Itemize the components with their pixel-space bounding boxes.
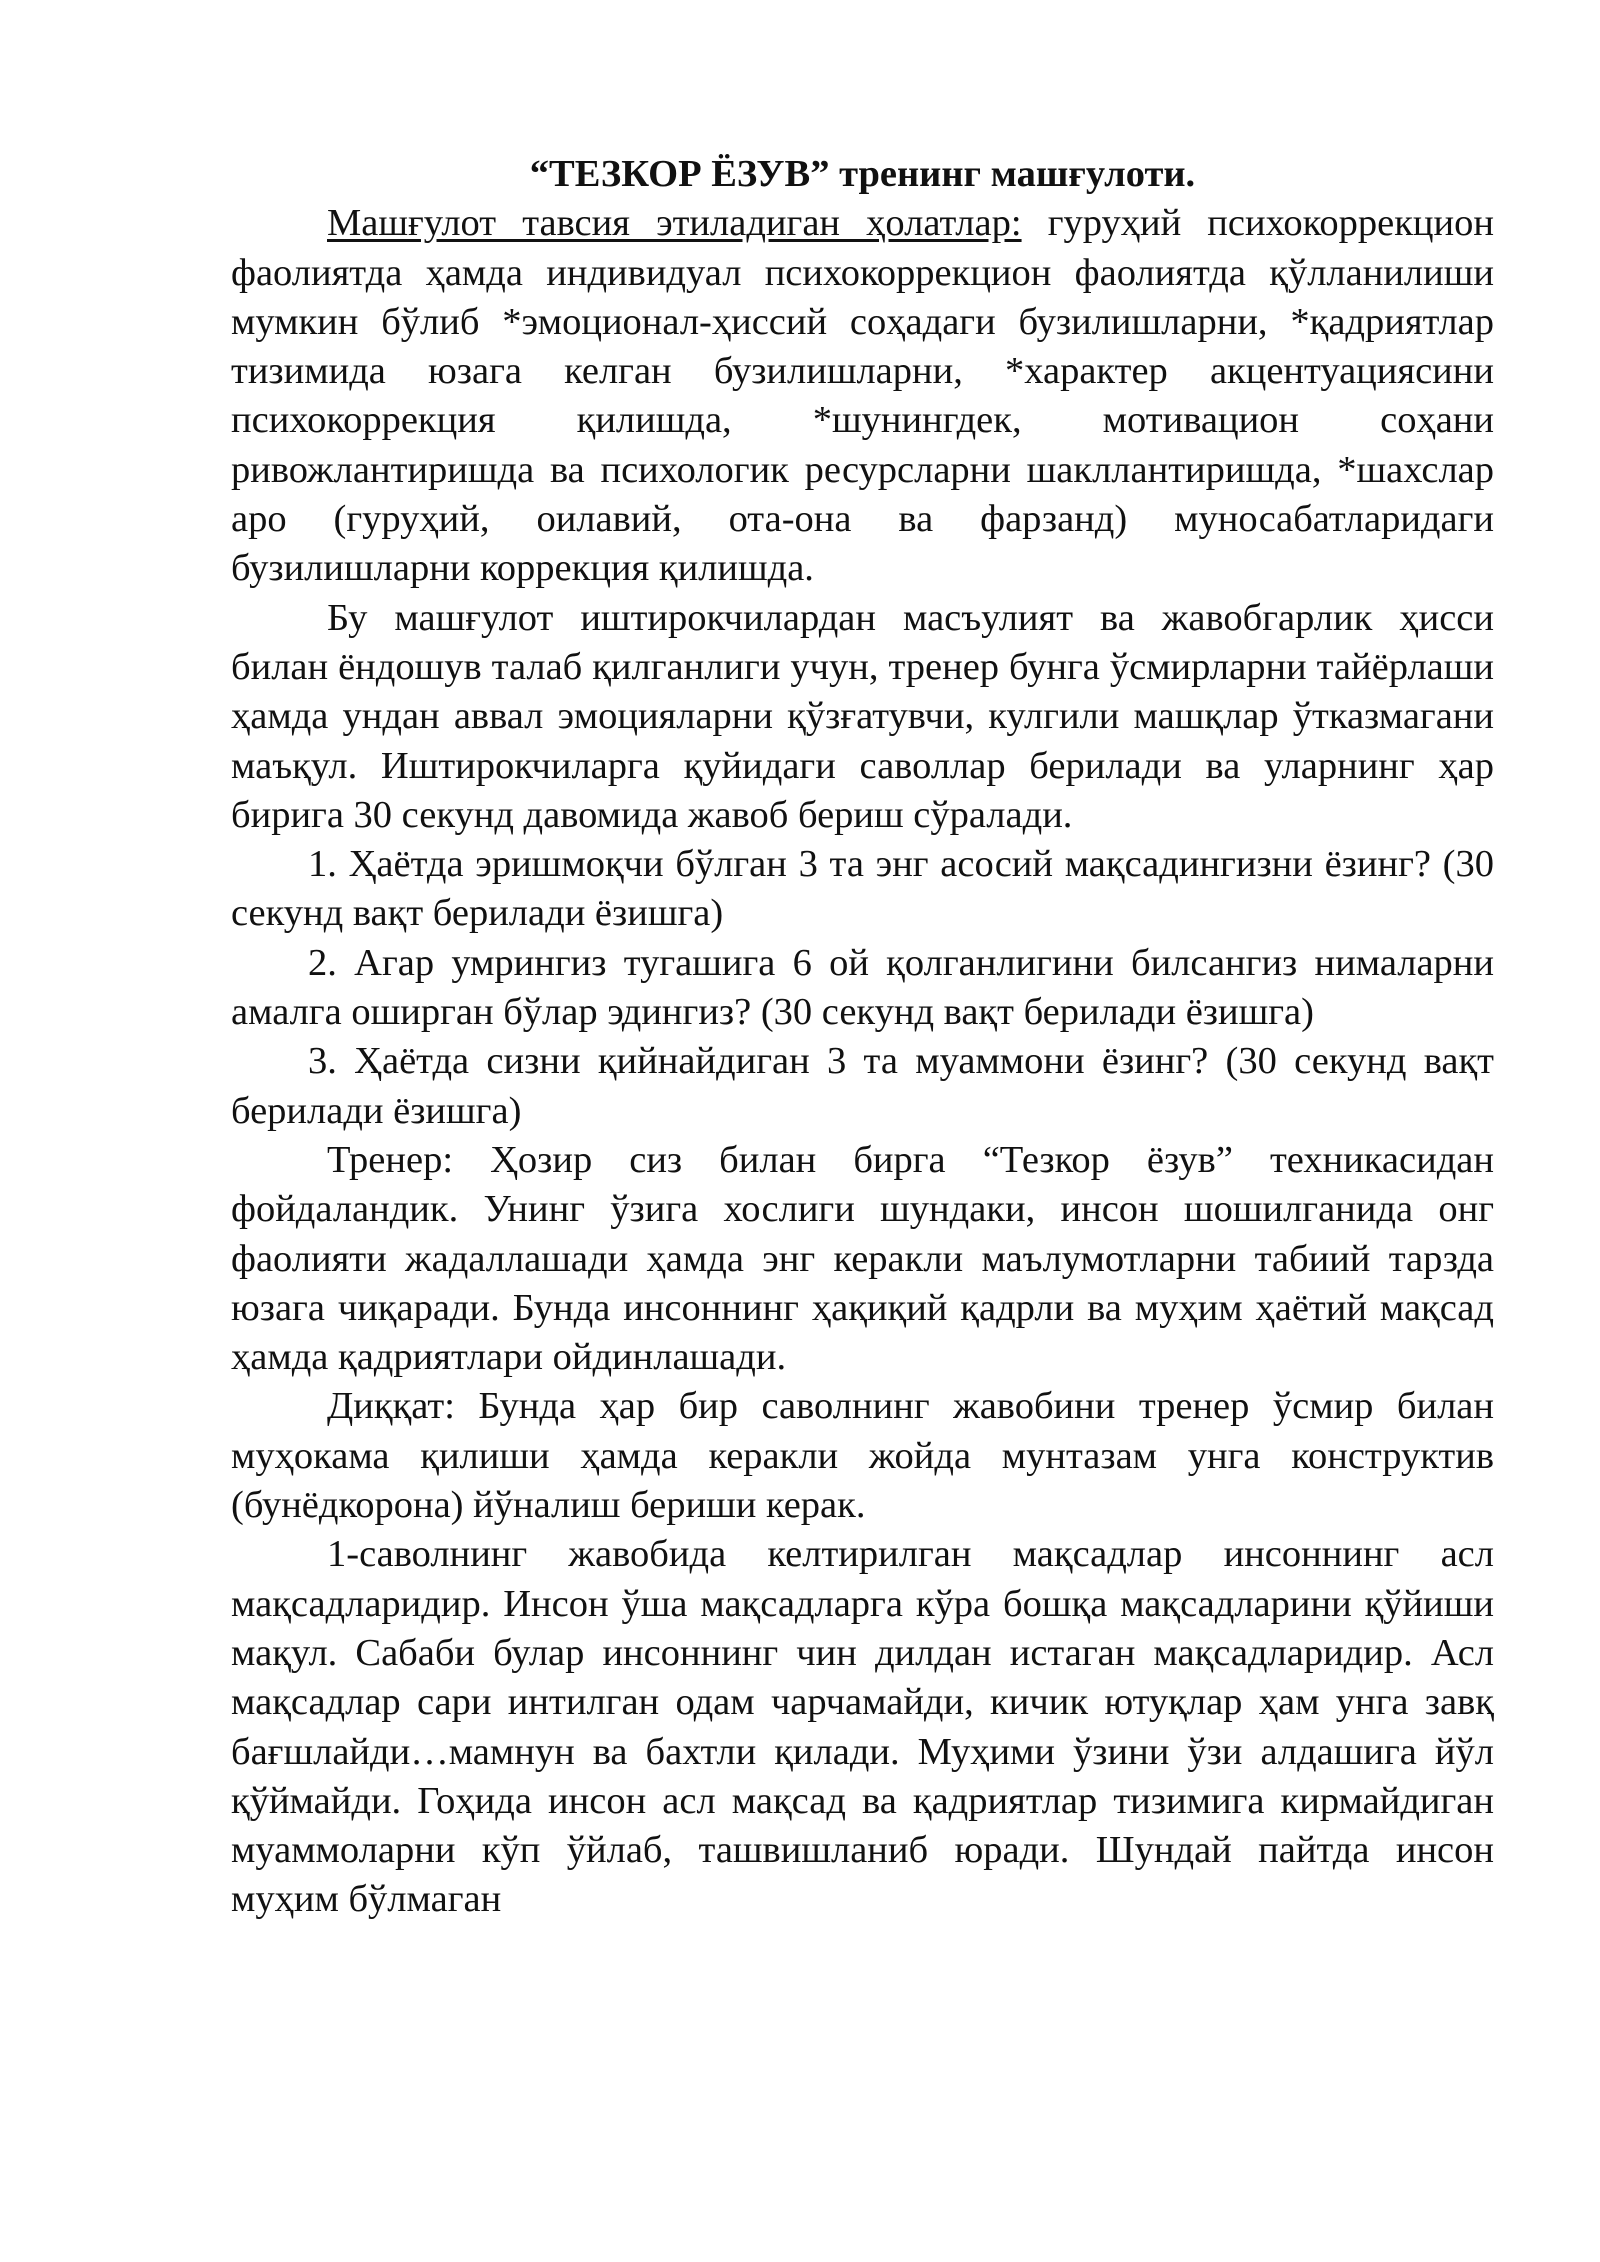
- question1-answer-paragraph: 1-саволнинг жавобида келтирилган мақсадлар инсоннинг асл мақсадларидир. Инсон ўша мақсадларга кўра бошқа мақсадларини қўйиши мақул. Сабаби булар инсоннинг чин дилдан истаган мақсадларидир. Асл мақсадлар сари интилган одам чарчамайди, кичик ютуқлар ҳам унга завқ бағшлайди…мамнун ва бахтли қилади. Муҳими ўзини ўзи алдашига йўл қўймайди. Гоҳида инсон асл мақсад ва қадриятлар тизимига кирмайдиган муаммоларни кўп ўйлаб, ташвишланиб юради. Шундай пайтда инсон муҳим бўлмаган: [231, 1533, 1494, 1921]
- document-title: “ТЕЗКОР ЁЗУВ” тренинг машғулоти.: [529, 153, 1196, 195]
- question-item-1: [231, 840, 1494, 939]
- intro-paragraph: [231, 199, 1494, 593]
- question-text: Ҳаётда сизни қийнайдиган 3 та муаммони ёзинг? (30 секунд вақт берилади ёзишга): [231, 1040, 1495, 1132]
- question-number: 3.: [308, 1040, 337, 1083]
- question-item-3: [231, 1037, 1494, 1136]
- responsibility-paragraph: Бу машғулот иштирокчилардан масъулият ва жавобгарлик ҳисси билан ёндошув талаб қилганлиги учун, тренер бунга ўсмирларни тайёрлаши ҳамда ундан аввал эмоцияларни қўзғатувчи, кулгили машқлар ўтказмагани маъқул. Иштирокчиларга қуйидаги саволлар берилади ва уларнинг ҳар бирига 30 секунд давомида жавоб бериш сўралади.: [231, 596, 1494, 836]
- intro-label: Машғулот тавсия этиладиган ҳолатлар:: [327, 202, 1022, 245]
- document-page: [231, 150, 1494, 1925]
- question-number: 2.: [308, 941, 337, 984]
- question-text: Ҳаётда эришмоқчи бўлган 3 та энг асосий мақсадингизни ёзинг? (30 секунд вақт берилади ёзишга): [231, 843, 1495, 935]
- intro-text: гуруҳий психокоррекцион фаолиятда ҳамда индивидуал психокоррекцион фаолиятда қўлланилиши мумкин бўлиб *эмоционал-ҳиссий соҳадаги бузилишларни, *қадриятлар тизимида юзага келган бузилишларни, *характер акцентуациясини психокоррекция қилишда, *шунингдек, мотивацион соҳани ривожлантиришда ва психологик ресурсларни шакллантиришда, *шахслар аро (гуруҳий, оилавий, ота-она ва фарзанд) муносабатларидаги бузилишларни коррекция қилишда.: [231, 202, 1494, 590]
- question-item-2: [231, 939, 1494, 1038]
- question-number: 1.: [308, 843, 337, 886]
- question-text: Агар умрингиз тугашига 6 ой қолганлигини билсангиз нималарни амалга оширган бўлар эдингиз? (30 секунд вақт берилади ёзишга): [231, 941, 1495, 1034]
- attention-paragraph: Диққат: Бунда ҳар бир саволнинг жавобини тренер ўсмир билан муҳокама қилиши ҳамда керакли жойда мунтазам унга конструктив (бунёдкорона) йўналиш бериши керак.: [231, 1385, 1494, 1527]
- trainer-paragraph: Тренер: Ҳозир сиз билан бирга “Тезкор ёзув” техникасидан фойдаландик. Унинг ўзига хослиги шундаки, инсон шошилганида онг фаолияти жадаллашади ҳамда энг керакли маълумотларни табиий тарзда юзага чиқаради. Бунда инсоннинг ҳақиқий қадрли ва муҳим ҳаётий мақсад ҳамда қадриятлари ойдинлашади.: [231, 1138, 1494, 1379]
